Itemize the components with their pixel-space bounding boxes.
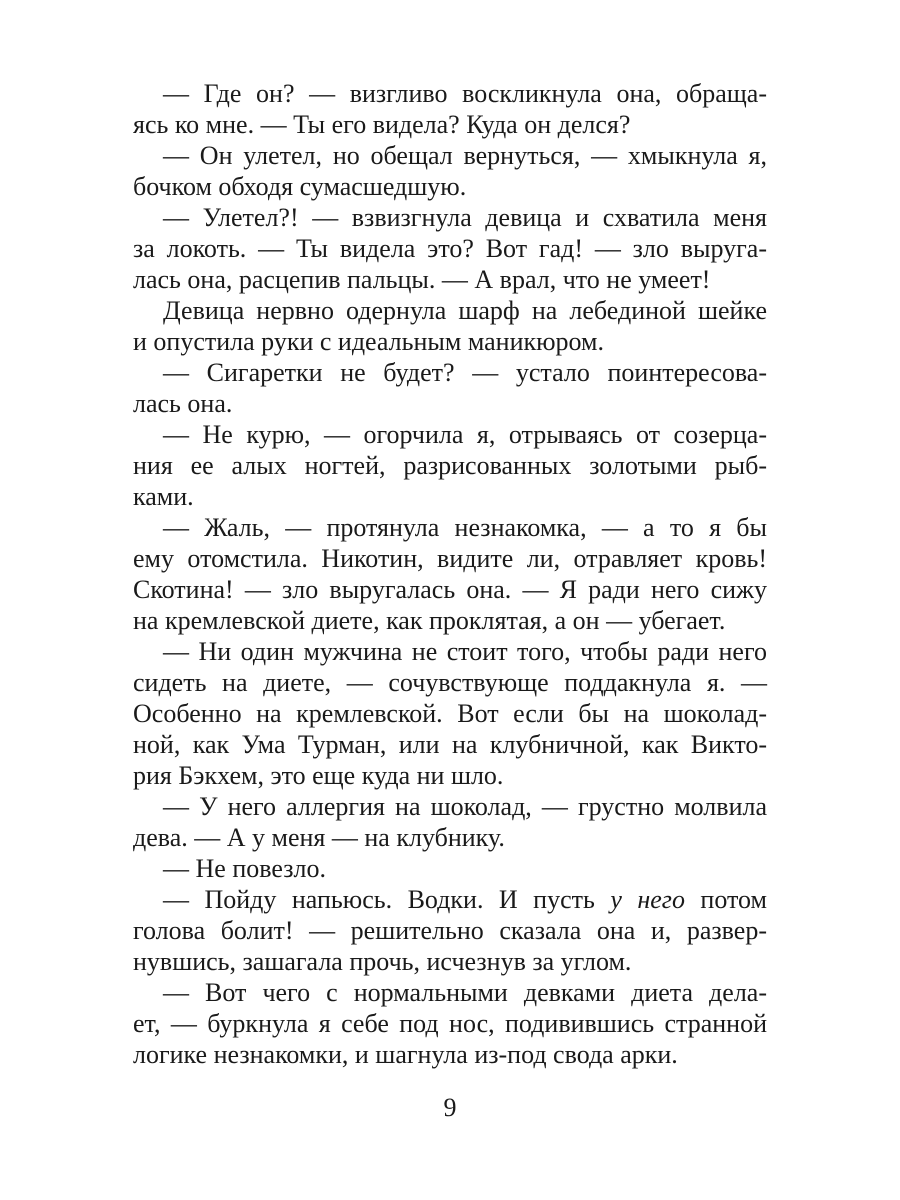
- text-line: — Ни один мужчина не стоит того, чтобы ради него: [163, 637, 767, 666]
- text-line: — У него аллергия на шоколад, — грустно молвила: [163, 792, 767, 821]
- text-line: голова болит! — решительно сказала она и, развер-: [133, 916, 767, 945]
- text-line: нувшись, зашагала прочь, исчезнув за углом.: [133, 947, 632, 976]
- paragraph: [133, 636, 767, 791]
- paragraph: [133, 295, 767, 357]
- text-line: рия Бэкхем, это еще куда ни шло.: [133, 761, 504, 790]
- paragraph: [133, 357, 767, 419]
- paragraph: [133, 78, 767, 140]
- text-line: Девица нервно одернула шарф на лебединой шейке: [163, 296, 767, 325]
- text-line: за локоть. — Ты видела это? Вот гад! — зло выруга-: [133, 234, 767, 263]
- italic-phrase: у него: [610, 885, 685, 914]
- paragraph: [133, 884, 767, 977]
- paragraph: [133, 853, 767, 884]
- text-line: ему отомстила. Никотин, видите ли, отравляет кровь!: [133, 544, 767, 573]
- paragraph: [133, 419, 767, 512]
- paragraph: [133, 977, 767, 1070]
- text-line: — Не курю, — огорчила я, отрываясь от созерца-: [163, 420, 767, 449]
- paragraph: [133, 140, 767, 202]
- text-line: дева. — А у меня — на клубнику.: [133, 823, 505, 852]
- text-line: Особенно на кремлевской. Вот если бы на шоколад-: [133, 699, 767, 728]
- text-line: Скотина! — зло выругалась она. — Я ради него сижу: [133, 575, 767, 604]
- text-line: — Где он? — визгливо воскликнула она, обраща-: [163, 79, 767, 108]
- page-text: [133, 78, 767, 1070]
- text-line: ной, как Ума Турман, или на клубничной, как Викто-: [133, 730, 767, 759]
- text-line: лась она.: [133, 389, 233, 418]
- text-line-with-italic: — Пойду напьюсь. Водки. И пусть у него потом: [163, 885, 767, 914]
- text-line: на кремлевской диете, как проклятая, а он — убегает.: [133, 606, 726, 635]
- text-line: бочком обходя сумасшедшую.: [133, 172, 467, 201]
- text-line: логике незнакомки, и шагнула из-под свода арки.: [133, 1040, 678, 1069]
- paragraph: [133, 791, 767, 853]
- text-line: ками.: [133, 482, 194, 511]
- text-line: — Не повезло.: [163, 854, 326, 883]
- text-line: — Вот чего с нормальными девками диета дела-: [163, 978, 767, 1007]
- text-line: — Жаль, — протянула незнакомка, — а то я бы: [163, 513, 767, 542]
- text-line: — Он улетел, но обещал вернуться, — хмыкнула я,: [163, 141, 767, 170]
- text-line: и опустила руки с идеальным маникюром.: [133, 327, 604, 356]
- text-line: — Улетел?! — взвизгнула девица и схватила меня: [163, 203, 767, 232]
- text-line: ет, — буркнула я себе под нос, подивившись странной: [133, 1009, 767, 1038]
- text-line: лась она, расцепив пальцы. — А врал, что не умеет!: [133, 265, 711, 294]
- paragraph: [133, 202, 767, 295]
- text-line: ния ее алых ногтей, разрисованных золотыми рыб-: [133, 451, 767, 480]
- text-line: сидеть на диете, — сочувствующе поддакнула я. —: [133, 668, 767, 697]
- text-line: ясь ко мне. — Ты его видела? Куда он делся?: [133, 110, 631, 139]
- paragraph: [133, 512, 767, 636]
- text-line: — Сигаретки не будет? — устало поинтересова-: [163, 358, 767, 387]
- page-number: 9: [443, 1093, 457, 1122]
